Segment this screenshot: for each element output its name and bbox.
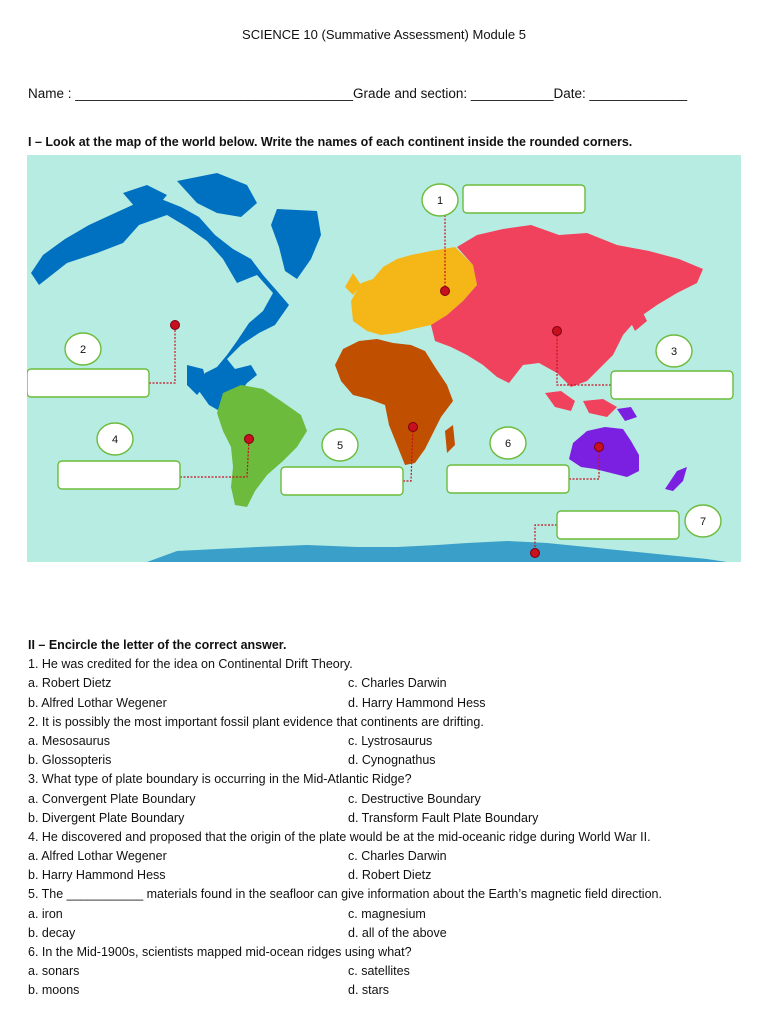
part1-instruction: I – Look at the map of the world below. Write the names of each continent inside the rounded corners. bbox=[28, 135, 633, 149]
answer-box-6[interactable] bbox=[447, 465, 569, 493]
location-marker-2 bbox=[171, 321, 180, 330]
question-6: 6. In the Mid-1900s, scientists mapped mid-ocean ridges using what? bbox=[28, 945, 412, 959]
label-number-5: 5 bbox=[336, 440, 344, 452]
question-1: 1. He was credited for the idea on Continental Drift Theory. bbox=[28, 657, 353, 672]
question-4: 4. He discovered and proposed that the origin of the plate would be at the mid-oceanic ridge during World War II. bbox=[28, 829, 651, 844]
option-5-a[interactable]: a. iron bbox=[28, 906, 63, 921]
option-row bbox=[28, 962, 748, 981]
option-6-d[interactable]: d. stars bbox=[348, 983, 389, 998]
option-3-a[interactable]: a. Convergent Plate Boundary bbox=[28, 791, 196, 806]
antarctica-shape bbox=[147, 541, 727, 562]
part2-instruction: II – Encircle the letter of the correct answer. bbox=[28, 638, 287, 652]
option-2-b[interactable]: b. Glossopteris bbox=[28, 753, 112, 768]
question-5: 5. The ___________ materials found in the seafloor can give information about the Earth’s magnetic field direction. bbox=[28, 887, 662, 902]
label-number-4: 4 bbox=[111, 434, 119, 446]
option-5-b[interactable]: b. decay bbox=[28, 925, 76, 940]
label-number-1: 1 bbox=[436, 195, 444, 207]
label-number-6: 6 bbox=[504, 438, 512, 450]
answer-box-7[interactable] bbox=[557, 511, 679, 539]
option-6-b[interactable]: b. moons bbox=[28, 983, 80, 998]
option-4-b[interactable]: b. Harry Hammond Hess bbox=[28, 868, 166, 883]
option-6-c[interactable]: c. satellites bbox=[348, 964, 410, 979]
option-4-c[interactable]: c. Charles Darwin bbox=[348, 849, 447, 864]
label-number-7: 7 bbox=[699, 516, 707, 528]
option-2-c[interactable]: c. Lystrosaurus bbox=[348, 733, 433, 748]
location-marker-6 bbox=[595, 443, 604, 452]
location-marker-5 bbox=[409, 423, 418, 432]
label-number-2: 2 bbox=[79, 344, 87, 356]
option-row bbox=[28, 694, 748, 713]
option-2-d[interactable]: d. Cynognathus bbox=[348, 753, 436, 768]
option-1-c[interactable]: c. Charles Darwin bbox=[348, 676, 447, 691]
world-map-svg bbox=[27, 155, 741, 562]
answer-box-5[interactable] bbox=[281, 467, 403, 495]
world-map bbox=[27, 155, 741, 562]
option-4-a[interactable]: a. Alfred Lothar Wegener bbox=[28, 849, 167, 864]
option-3-b[interactable]: b. Divergent Plate Boundary bbox=[28, 810, 185, 825]
option-1-d[interactable]: d. Harry Hammond Hess bbox=[348, 695, 486, 710]
location-marker-4 bbox=[245, 435, 254, 444]
option-row bbox=[28, 981, 748, 1000]
location-marker-1 bbox=[441, 287, 450, 296]
location-marker-3 bbox=[553, 327, 562, 336]
question-list bbox=[28, 655, 748, 1000]
option-5-d[interactable]: d. all of the above bbox=[348, 925, 447, 940]
question-3: 3. What type of plate boundary is occurring in the Mid-Atlantic Ridge? bbox=[28, 772, 412, 787]
answer-box-2[interactable] bbox=[27, 369, 149, 397]
answer-box-3[interactable] bbox=[611, 371, 733, 399]
option-1-a[interactable]: a. Robert Dietz bbox=[28, 676, 112, 691]
page-title: SCIENCE 10 (Summative Assessment) Module 5 bbox=[242, 27, 526, 42]
label-number-3: 3 bbox=[670, 346, 678, 358]
part2-section bbox=[28, 636, 748, 1001]
question-2: 2. It is possibly the most important fossil plant evidence that continents are drifting. bbox=[28, 714, 484, 729]
answer-box-1[interactable] bbox=[463, 185, 585, 213]
option-row bbox=[28, 674, 748, 693]
leader-line-2 bbox=[149, 325, 175, 383]
option-2-a[interactable]: a. Mesosaurus bbox=[28, 733, 110, 748]
option-row bbox=[28, 866, 748, 885]
option-3-c[interactable]: c. Destructive Boundary bbox=[348, 791, 481, 806]
option-4-d[interactable]: d. Robert Dietz bbox=[348, 868, 432, 883]
option-5-c[interactable]: c. magnesium bbox=[348, 906, 426, 921]
option-3-d[interactable]: d. Transform Fault Plate Boundary bbox=[348, 810, 539, 825]
option-6-a[interactable]: a. sonars bbox=[28, 964, 80, 979]
option-row bbox=[28, 790, 748, 809]
option-row bbox=[28, 751, 748, 770]
option-row bbox=[28, 809, 748, 828]
option-row bbox=[28, 847, 748, 866]
option-row bbox=[28, 732, 748, 751]
option-row bbox=[28, 905, 748, 924]
option-row bbox=[28, 924, 748, 943]
name-grade-date-line: Name : _____________________________________Grade and section: ___________Date: _____________ bbox=[28, 86, 688, 101]
answer-box-4[interactable] bbox=[58, 461, 180, 489]
option-1-b[interactable]: b. Alfred Lothar Wegener bbox=[28, 695, 167, 710]
location-marker-7 bbox=[531, 549, 540, 558]
